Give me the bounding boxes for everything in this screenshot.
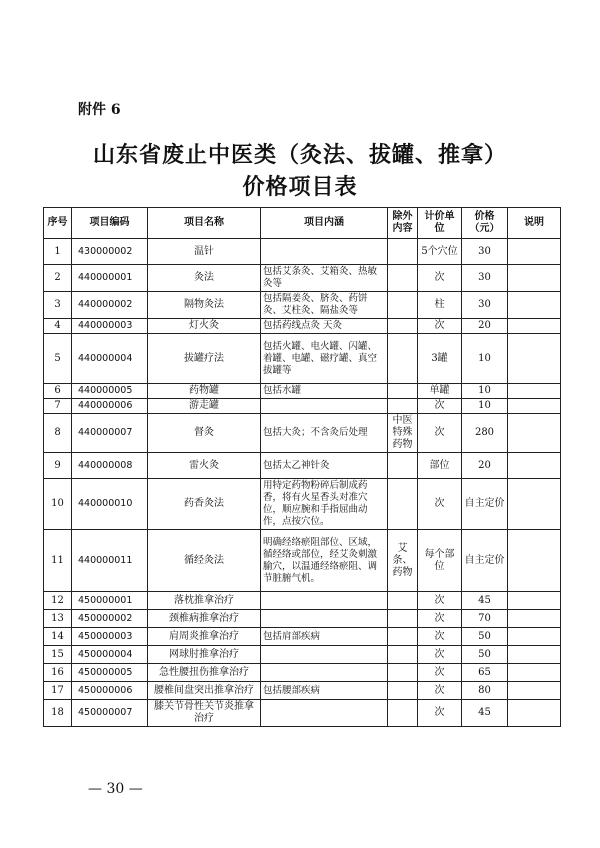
cell-exclusion: [388, 239, 418, 265]
cell-unit: 单罐: [418, 384, 462, 399]
cell-seq: 8: [44, 414, 72, 453]
cell-seq: 13: [44, 610, 72, 628]
table-row: [44, 592, 561, 610]
cell-note: [508, 334, 561, 384]
cell-unit: 3罐: [418, 334, 462, 384]
cell-content: 包括火罐、电火罐、闪罐、着罐、电罐、磁疗罐、真空拔罐等: [261, 334, 388, 384]
table-row: [44, 239, 561, 265]
table-row: [44, 700, 561, 727]
cell-name: 督灸: [148, 414, 261, 453]
cell-unit: 次: [418, 479, 462, 530]
cell-unit: 次: [418, 628, 462, 646]
cell-exclusion: 中医特殊药物: [388, 414, 418, 453]
cell-note: [508, 384, 561, 399]
cell-seq: 2: [44, 265, 72, 292]
cell-seq: 6: [44, 384, 72, 399]
cell-code: 440000011: [72, 530, 148, 592]
cell-code: 450000001: [72, 592, 148, 610]
cell-name: 颈椎病推拿治疗: [148, 610, 261, 628]
cell-note: [508, 453, 561, 479]
cell-price: 280: [462, 414, 508, 453]
cell-exclusion: [388, 610, 418, 628]
cell-content: [261, 239, 388, 265]
cell-price: 70: [462, 610, 508, 628]
cell-exclusion: [388, 664, 418, 682]
cell-code: 450000004: [72, 646, 148, 664]
cell-note: [508, 592, 561, 610]
cell-content: 包括腰部疾病: [261, 682, 388, 700]
cell-price: 10: [462, 384, 508, 399]
cell-note: [508, 239, 561, 265]
cell-code: 440000003: [72, 319, 148, 334]
cell-seq: 11: [44, 530, 72, 592]
cell-note: [508, 664, 561, 682]
cell-unit: 次: [418, 682, 462, 700]
cell-code: 450000003: [72, 628, 148, 646]
header-price: 价格（元）: [462, 208, 508, 239]
cell-note: [508, 628, 561, 646]
cell-name: 游走罐: [148, 399, 261, 414]
cell-name: 急性腰扭伤推拿治疗: [148, 664, 261, 682]
cell-note: [508, 265, 561, 292]
header-unit: 计价单位: [418, 208, 462, 239]
cell-exclusion: [388, 592, 418, 610]
cell-content: 包括药线点灸 天灸: [261, 319, 388, 334]
cell-unit: 次: [418, 646, 462, 664]
cell-content: 明确经络瘀阻部位、区域，循经络或部位，经艾灸刺激腧穴，以温通经络瘀阻、调节脏腑气机。: [261, 530, 388, 592]
cell-name: 药香灸法: [148, 479, 261, 530]
attachment-label: 附件 6: [78, 102, 121, 118]
cell-code: 440000004: [72, 334, 148, 384]
cell-note: [508, 319, 561, 334]
cell-exclusion: [388, 292, 418, 319]
cell-price: 45: [462, 700, 508, 727]
cell-content: 包括大灸；不含灸后处理: [261, 414, 388, 453]
cell-note: [508, 292, 561, 319]
header-content: 项目内涵: [261, 208, 388, 239]
cell-content: 包括艾条灸、艾箱灸、热敏灸等: [261, 265, 388, 292]
cell-unit: 次: [418, 414, 462, 453]
cell-unit: 部位: [418, 453, 462, 479]
table-row: [44, 646, 561, 664]
cell-content: 包括隔姜灸、脐灸、药饼灸、艾柱灸、隔盐灸等: [261, 292, 388, 319]
cell-seq: 14: [44, 628, 72, 646]
cell-price: 30: [462, 265, 508, 292]
cell-seq: 18: [44, 700, 72, 727]
table-row: [44, 319, 561, 334]
cell-unit: 次: [418, 319, 462, 334]
table-row: [44, 414, 561, 453]
cell-seq: 4: [44, 319, 72, 334]
cell-code: 450000002: [72, 610, 148, 628]
cell-content: [261, 700, 388, 727]
cell-content: 用特定药物粉碎后制成药香，将有火星香头对准穴位，顺应腕和手指屈曲动作，点按穴位。: [261, 479, 388, 530]
cell-seq: 16: [44, 664, 72, 682]
cell-name: 网球肘推拿治疗: [148, 646, 261, 664]
cell-code: 440000002: [72, 292, 148, 319]
cell-exclusion: [388, 319, 418, 334]
cell-exclusion: 艾条、药物: [388, 530, 418, 592]
cell-note: [508, 610, 561, 628]
cell-name: 肩周炎推拿治疗: [148, 628, 261, 646]
table-row: [44, 479, 561, 530]
table-row: [44, 530, 561, 592]
cell-seq: 3: [44, 292, 72, 319]
cell-code: 450000007: [72, 700, 148, 727]
cell-code: 440000001: [72, 265, 148, 292]
cell-note: [508, 682, 561, 700]
cell-price: 80: [462, 682, 508, 700]
cell-code: 440000005: [72, 384, 148, 399]
table-body: [44, 239, 561, 727]
cell-name: 灸法: [148, 265, 261, 292]
cell-price: 50: [462, 628, 508, 646]
cell-content: 包括水罐: [261, 384, 388, 399]
cell-exclusion: [388, 700, 418, 727]
document-title-line-2: 价格项目表: [242, 174, 358, 200]
cell-code: 450000005: [72, 664, 148, 682]
table-row: [44, 628, 561, 646]
document-title-line-1: 山东省废止中医类（灸法、拔罐、推拿）: [92, 142, 507, 168]
cell-price: 45: [462, 592, 508, 610]
cell-unit: 次: [418, 700, 462, 727]
cell-name: 温针: [148, 239, 261, 265]
cell-exclusion: [388, 453, 418, 479]
cell-note: [508, 646, 561, 664]
table-row: [44, 610, 561, 628]
cell-code: 440000006: [72, 399, 148, 414]
cell-content: [261, 399, 388, 414]
header-note: 说明: [508, 208, 561, 239]
table-header-row: [44, 208, 561, 239]
cell-name: 灯火灸: [148, 319, 261, 334]
cell-code: 440000007: [72, 414, 148, 453]
cell-exclusion: [388, 399, 418, 414]
cell-content: [261, 592, 388, 610]
table-row: [44, 453, 561, 479]
cell-unit: 次: [418, 265, 462, 292]
table-row: [44, 399, 561, 414]
cell-unit: 每个部位: [418, 530, 462, 592]
cell-price: 65: [462, 664, 508, 682]
cell-exclusion: [388, 646, 418, 664]
cell-exclusion: [388, 682, 418, 700]
cell-exclusion: [388, 384, 418, 399]
header-name: 项目名称: [148, 208, 261, 239]
cell-content: [261, 646, 388, 664]
cell-seq: 10: [44, 479, 72, 530]
cell-seq: 5: [44, 334, 72, 384]
cell-price: 50: [462, 646, 508, 664]
cell-seq: 17: [44, 682, 72, 700]
cell-name: 隔物灸法: [148, 292, 261, 319]
page-number: — 30 —: [88, 781, 143, 797]
cell-exclusion: [388, 479, 418, 530]
cell-name: 拔罐疗法: [148, 334, 261, 384]
cell-price: 30: [462, 292, 508, 319]
cell-unit: 次: [418, 399, 462, 414]
cell-name: 膝关节骨性关节炎推拿治疗: [148, 700, 261, 727]
cell-seq: 1: [44, 239, 72, 265]
table-row: [44, 334, 561, 384]
cell-price: 自主定价: [462, 530, 508, 592]
cell-code: 450000006: [72, 682, 148, 700]
cell-price: 10: [462, 399, 508, 414]
cell-content: [261, 664, 388, 682]
cell-seq: 7: [44, 399, 72, 414]
cell-name: 循经灸法: [148, 530, 261, 592]
cell-exclusion: [388, 265, 418, 292]
cell-note: [508, 414, 561, 453]
cell-exclusion: [388, 334, 418, 384]
header-exclusion: 除外内容: [388, 208, 418, 239]
cell-unit: 次: [418, 592, 462, 610]
cell-price: 自主定价: [462, 479, 508, 530]
cell-name: 雷火灸: [148, 453, 261, 479]
cell-seq: 9: [44, 453, 72, 479]
table-row: [44, 682, 561, 700]
header-code: 项目编码: [72, 208, 148, 239]
table-row: [44, 664, 561, 682]
table-row: [44, 292, 561, 319]
cell-name: 腰椎间盘突出推拿治疗: [148, 682, 261, 700]
cell-code: 440000010: [72, 479, 148, 530]
cell-content: 包括肩部疾病: [261, 628, 388, 646]
cell-note: [508, 399, 561, 414]
table-row: [44, 384, 561, 399]
cell-seq: 12: [44, 592, 72, 610]
cell-price: 20: [462, 453, 508, 479]
cell-unit: 次: [418, 610, 462, 628]
header-seq: 序号: [44, 208, 72, 239]
cell-name: 落枕推拿治疗: [148, 592, 261, 610]
cell-price: 30: [462, 239, 508, 265]
cell-seq: 15: [44, 646, 72, 664]
cell-note: [508, 479, 561, 530]
cell-name: 药物罐: [148, 384, 261, 399]
cell-price: 10: [462, 334, 508, 384]
cell-content: [261, 610, 388, 628]
table-row: [44, 265, 561, 292]
cell-price: 20: [462, 319, 508, 334]
cell-code: 430000002: [72, 239, 148, 265]
cell-note: [508, 700, 561, 727]
cell-code: 440000008: [72, 453, 148, 479]
cell-exclusion: [388, 628, 418, 646]
cell-note: [508, 530, 561, 592]
cell-unit: 5个穴位: [418, 239, 462, 265]
cell-unit: 次: [418, 664, 462, 682]
cell-unit: 柱: [418, 292, 462, 319]
cell-content: 包括太乙神针灸: [261, 453, 388, 479]
price-items-table: [43, 207, 561, 727]
